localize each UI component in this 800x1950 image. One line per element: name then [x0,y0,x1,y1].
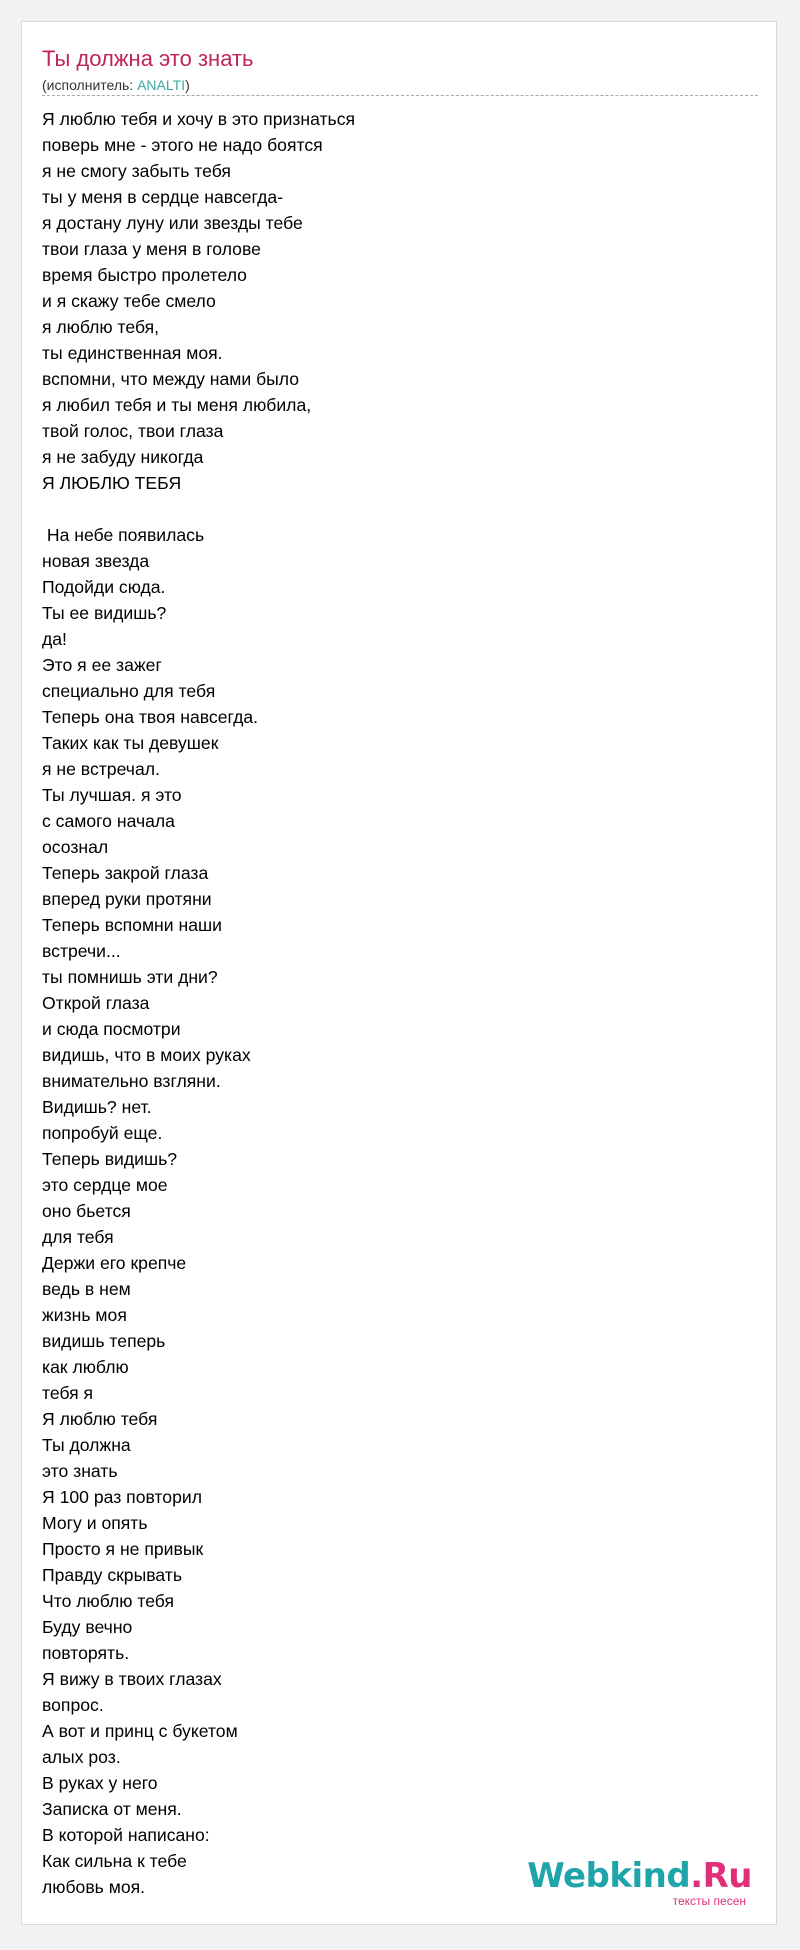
lyric-line: это сердце мое [42,1175,168,1195]
lyric-line: Открой глаза [42,993,150,1013]
lyric-line: ты единственная моя. [42,343,223,363]
lyric-line: оно бьется [42,1201,131,1221]
lyric-line: я не забуду никогда [42,447,204,467]
lyric-line: Я люблю тебя [42,1409,158,1429]
lyric-line: повторять. [42,1643,130,1663]
lyric-line: встречи... [42,941,121,961]
lyric-line: новая звезда [42,551,150,571]
lyric-line: Видишь? нет. [42,1097,152,1117]
lyric-line: я не встречал. [42,759,160,779]
artist-line [42,76,190,94]
lyric-line: Теперь она твоя навсегда. [42,707,259,727]
lyric-line: Буду вечно [42,1617,133,1637]
lyric-line: В которой написано: [42,1825,210,1845]
lyric-line: Ты должна [42,1435,131,1455]
lyric-line: как люблю [42,1357,129,1377]
lyric-line: твой голос, твои глаза [42,421,224,441]
title-divider [42,95,758,96]
lyric-line: для тебя [42,1227,114,1247]
lyric-line: А вот и принц с букетом [42,1721,238,1741]
lyric-line: я не смогу забыть тебя [42,161,231,181]
lyric-line: вспомни, что между нами было [42,369,300,389]
lyric-line: вопрос. [42,1695,104,1715]
lyric-line: внимательно взгляни. [42,1071,221,1091]
logo-tld: .Ru [690,1856,752,1896]
site-logo[interactable] [527,1856,752,1908]
artist-suffix: ) [185,77,190,93]
lyric-line: ты помнишь эти дни? [42,967,218,987]
lyric-line: Это я ее зажег [42,655,162,675]
lyric-line: Таких как ты девушек [42,733,219,753]
lyric-line: это знать [42,1461,118,1481]
lyric-line: Что люблю тебя [42,1591,175,1611]
lyric-line: я достану луну или звезды тебе [42,213,303,233]
lyric-line: поверь мне - этого не надо боятся [42,135,323,155]
lyric-line: попробуй еще. [42,1123,163,1143]
lyric-line: Держи его крепче [42,1253,187,1273]
lyric-line: любовь моя. [42,1877,146,1897]
lyric-line: время быстро пролетело [42,265,247,285]
lyric-line: Подойди сюда. [42,577,166,597]
lyric-line: Ты ее видишь? [42,603,167,623]
lyric-line: видишь, что в моих руках [42,1045,251,1065]
song-title: Ты должна это знать [42,46,254,71]
lyric-line: алых роз. [42,1747,121,1767]
lyric-line: да! [42,629,67,649]
lyric-line: На небе появилась [42,525,205,545]
artist-link[interactable]: ANALTI [137,77,186,93]
lyric-line: с самого начала [42,811,175,831]
lyric-line: осознал [42,837,109,857]
lyric-line: и я скажу тебе смело [42,291,216,311]
lyric-line: ведь в нем [42,1279,131,1299]
lyric-line: Теперь вспомни наши [42,915,222,935]
logo-brand: Webkind [527,1856,691,1896]
lyric-line: Теперь закрой глаза [42,863,209,883]
lyric-line: видишь теперь [42,1331,166,1351]
lyric-line: специально для тебя [42,681,216,701]
artist-prefix: (исполнитель: [42,77,138,93]
lyric-line: тебя я [42,1383,94,1403]
lyric-line: Могу и опять [42,1513,148,1533]
lyric-line: вперед руки протяни [42,889,212,909]
lyric-line: Ты лучшая. я это [42,785,182,805]
logo-wordmark [527,1856,752,1896]
lyric-line: Просто я не привык [42,1539,204,1559]
lyric-line: я любил тебя и ты меня любила, [42,395,312,415]
lyrics-text [42,106,742,1900]
lyrics-card [21,21,777,1925]
lyric-blank-line [42,496,742,522]
lyric-line: ты у меня в сердце навсегда- [42,187,284,207]
lyric-line: Теперь видишь? [42,1149,178,1169]
lyric-line: Я 100 раз повторил [42,1487,202,1507]
lyric-line: Как сильна к тебе [42,1851,187,1871]
lyric-line: твои глаза у меня в голове [42,239,261,259]
lyric-line: и сюда посмотри [42,1019,181,1039]
lyric-line: Я вижу в твоих глазах [42,1669,222,1689]
lyric-line: я люблю тебя, [42,317,160,337]
lyric-line: В руках у него [42,1773,158,1793]
logo-tagline: тексты песен [672,1894,746,1908]
lyric-line: Правду скрывать [42,1565,183,1585]
lyric-line: Я ЛЮБЛЮ ТЕБЯ [42,473,182,493]
lyric-line: Я люблю тебя и хочу в это признаться [42,109,356,129]
lyric-line: жизнь моя [42,1305,127,1325]
lyric-line: Записка от меня. [42,1799,182,1819]
